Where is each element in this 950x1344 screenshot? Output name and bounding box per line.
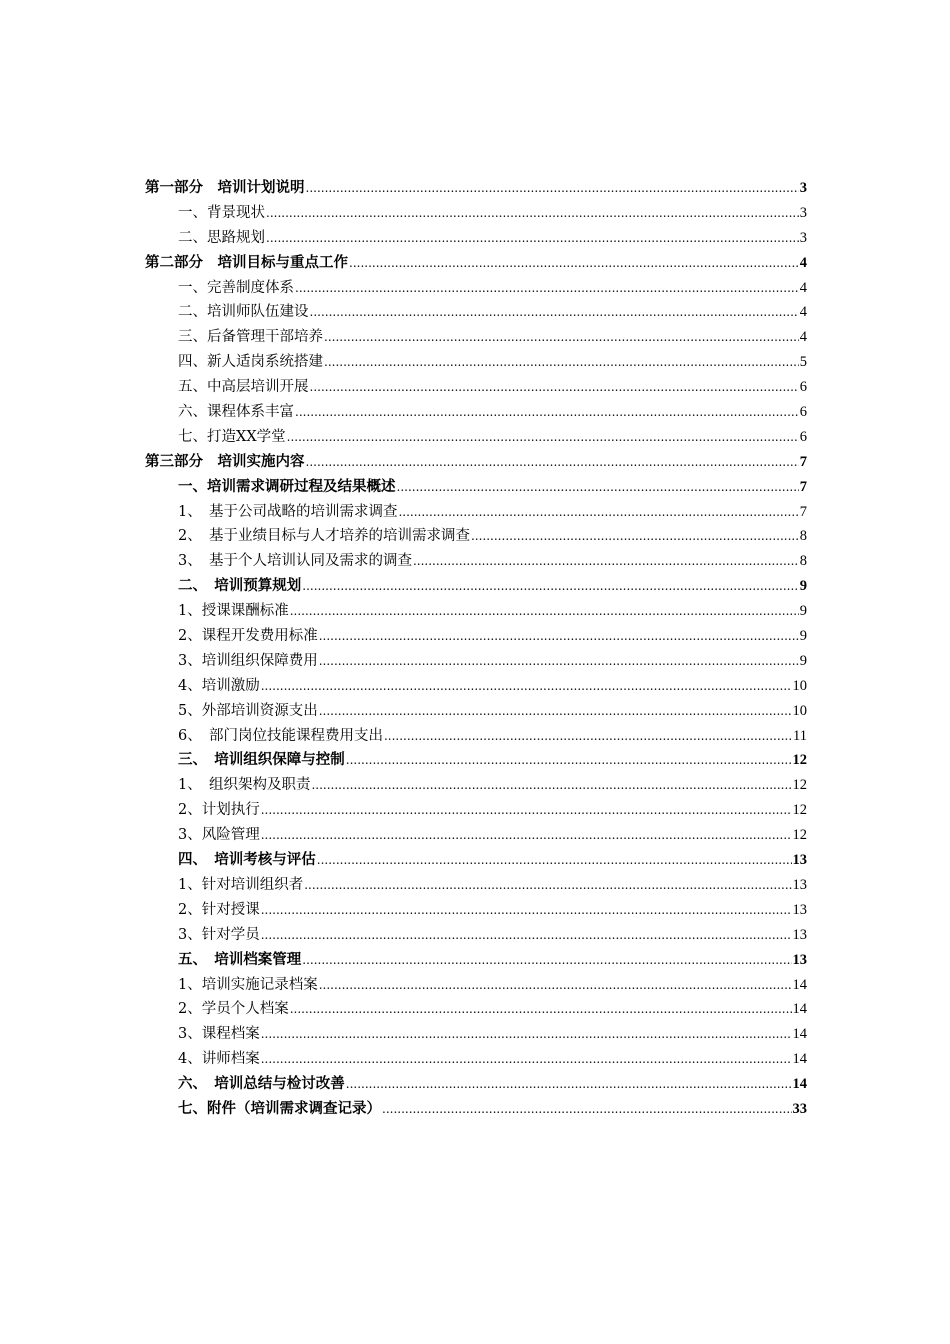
toc-entry[interactable] (145, 649, 807, 674)
toc-entry[interactable] (145, 325, 807, 350)
toc-entry-page-number: 8 (799, 553, 807, 570)
toc-entry-page-number: 12 (792, 802, 807, 819)
toc-entry-page-number: 14 (792, 1051, 807, 1068)
toc-entry-label: 四、新人适岗系统搭建 (178, 354, 323, 371)
toc-entry[interactable] (145, 251, 807, 276)
toc-entry[interactable] (145, 724, 807, 749)
toc-entry-page-number: 8 (799, 528, 807, 545)
toc-entry-page-number: 3 (799, 204, 807, 221)
toc-entry-label: 一、培训需求调研过程及结果概述 (178, 477, 396, 495)
toc-entry[interactable] (145, 1022, 807, 1047)
toc-entry[interactable] (145, 624, 807, 649)
toc-leader-dots (295, 276, 799, 301)
toc-entry-page-number: 14 (792, 1001, 807, 1018)
toc-entry[interactable] (145, 699, 807, 724)
toc-leader-dots (266, 226, 799, 251)
toc-entry[interactable] (145, 400, 807, 425)
toc-entry-page-number: 9 (799, 628, 807, 645)
toc-leader-dots (319, 624, 799, 649)
toc-entry-page-number: 7 (799, 478, 807, 495)
toc-leader-dots (287, 425, 799, 450)
toc-entry[interactable] (145, 923, 807, 948)
toc-entry-page-number: 6 (799, 428, 807, 445)
toc-leader-dots (324, 325, 799, 350)
toc-entry-page-number: 14 (792, 1026, 807, 1043)
toc-leader-dots (295, 400, 799, 425)
toc-entry-label: 二、 培训预算规划 (178, 577, 302, 595)
toc-leader-dots (349, 251, 799, 276)
toc-entry-page-number: 13 (792, 951, 807, 968)
toc-entry-label: 1、培训实施记录档案 (178, 976, 318, 993)
toc-entry-label: 七、打造XX学堂 (178, 428, 286, 445)
toc-leader-dots (346, 1072, 792, 1097)
toc-entry[interactable] (145, 375, 807, 400)
toc-leader-dots (382, 1097, 792, 1122)
toc-entry-label: 一、背景现状 (178, 204, 265, 221)
toc-entry-label: 5、外部培训资源支出 (178, 702, 318, 719)
toc-entry-label: 1、针对培训组织者 (178, 876, 304, 893)
toc-leader-dots (261, 823, 792, 848)
toc-entry-label: 七、附件（培训需求调查记录） (178, 1099, 381, 1117)
toc-entry-page-number: 7 (799, 503, 807, 520)
toc-entry-page-number: 10 (792, 702, 807, 719)
toc-entry-page-number: 13 (792, 852, 807, 869)
toc-entry-label: 2、计划执行 (178, 802, 260, 819)
toc-entry-page-number: 12 (792, 752, 807, 769)
toc-entry-page-number: 7 (799, 453, 807, 470)
toc-entry[interactable] (145, 773, 807, 798)
toc-entry-label: 六、 培训总结与检讨改善 (178, 1075, 345, 1093)
toc-entry-label: 第一部分 培训计划说明 (145, 179, 305, 196)
toc-entry[interactable] (145, 823, 807, 848)
toc-entry-page-number: 9 (799, 578, 807, 595)
toc-leader-dots (346, 748, 792, 773)
toc-entry-label: 3、课程档案 (178, 1026, 260, 1043)
toc-leader-dots (302, 574, 799, 599)
toc-entry[interactable] (145, 873, 807, 898)
toc-entry-label: 2、学员个人档案 (178, 1001, 289, 1018)
toc-entry-page-number: 5 (799, 354, 807, 371)
toc-leader-dots (310, 375, 799, 400)
toc-entry-page-number: 33 (792, 1100, 807, 1117)
toc-entry-label: 二、培训师队伍建设 (178, 304, 309, 321)
toc-leader-dots (261, 898, 792, 923)
toc-entry-label: 3、 基于个人培训认同及需求的调查 (178, 553, 412, 570)
toc-leader-dots (306, 176, 799, 201)
toc-entry-label: 4、讲师档案 (178, 1051, 260, 1068)
toc-entry-label: 四、 培训考核与评估 (178, 851, 316, 869)
toc-entry[interactable] (145, 226, 807, 251)
toc-entry[interactable] (145, 524, 807, 549)
toc-entry[interactable] (145, 176, 807, 201)
toc-leader-dots (324, 350, 799, 375)
toc-entry-page-number: 6 (799, 379, 807, 396)
toc-entry-label: 6、 部门岗位技能课程费用支出 (178, 727, 383, 744)
toc-entry-page-number: 3 (799, 180, 807, 196)
toc-entry-label: 二、思路规划 (178, 229, 265, 246)
toc-entry[interactable] (145, 350, 807, 375)
toc-entry[interactable] (145, 201, 807, 226)
toc-entry-label: 3、针对学员 (178, 926, 260, 943)
toc-entry-label: 五、中高层培训开展 (178, 379, 309, 396)
toc-entry[interactable] (145, 748, 807, 773)
toc-entry-page-number: 14 (792, 976, 807, 993)
toc-leader-dots (290, 997, 792, 1022)
toc-leader-dots (319, 973, 792, 998)
toc-entry[interactable] (145, 973, 807, 998)
toc-entry-page-number: 10 (792, 677, 807, 694)
toc-leader-dots (266, 201, 799, 226)
toc-entry-page-number: 13 (792, 926, 807, 943)
toc-entry[interactable] (145, 599, 807, 624)
toc-entry-label: 一、完善制度体系 (178, 279, 294, 296)
toc-leader-dots (261, 923, 792, 948)
toc-entry-label: 三、后备管理干部培养 (178, 329, 323, 346)
toc-leader-dots (413, 549, 799, 574)
toc-entry[interactable] (145, 450, 807, 475)
toc-entry-label: 2、课程开发费用标准 (178, 628, 318, 645)
toc-entry-label: 五、 培训档案管理 (178, 950, 302, 968)
toc-entry-label: 3、风险管理 (178, 827, 260, 844)
toc-entry[interactable] (145, 574, 807, 599)
toc-leader-dots (261, 1022, 792, 1047)
toc-leader-dots (471, 524, 799, 549)
toc-entry-label: 第二部分 培训目标与重点工作 (145, 253, 348, 271)
toc-entry[interactable] (145, 898, 807, 923)
toc-leader-dots (319, 649, 799, 674)
toc-leader-dots (317, 848, 792, 873)
toc-entry-label: 2、针对授课 (178, 901, 260, 918)
toc-entry[interactable] (145, 549, 807, 574)
toc-entry[interactable] (145, 1072, 807, 1097)
toc-entry-label: 4、培训激励 (178, 677, 260, 694)
toc-leader-dots (384, 724, 792, 749)
toc-entry-page-number: 13 (792, 901, 807, 918)
toc-leader-dots (290, 599, 799, 624)
toc-entry-label: 3、培训组织保障费用 (178, 652, 318, 669)
toc-entry-label: 1、 基于公司战略的培训需求调查 (178, 503, 398, 520)
toc-leader-dots (261, 798, 792, 823)
toc-leader-dots (319, 699, 792, 724)
toc-entry[interactable] (145, 848, 807, 873)
toc-entry-page-number: 11 (793, 727, 807, 744)
toc-entry-page-number: 4 (799, 254, 807, 271)
toc-entry[interactable] (145, 475, 807, 500)
toc-entry[interactable] (145, 300, 807, 325)
toc-leader-dots (310, 300, 799, 325)
toc-entry-page-number: 4 (799, 304, 807, 321)
toc-leader-dots (397, 475, 799, 500)
toc-entry-page-number: 9 (799, 652, 807, 669)
toc-entry[interactable] (145, 425, 807, 450)
toc-leader-dots (261, 674, 792, 699)
table-of-contents (145, 176, 807, 1122)
toc-leader-dots (304, 873, 791, 898)
toc-entry[interactable] (145, 1097, 807, 1122)
toc-entry-page-number: 13 (792, 876, 807, 893)
toc-entry-label: 2、 基于业绩目标与人才培养的培训需求调查 (178, 528, 470, 545)
toc-entry-label: 三、 培训组织保障与控制 (178, 751, 345, 769)
toc-leader-dots (398, 500, 798, 525)
toc-entry[interactable] (145, 798, 807, 823)
toc-entry-page-number: 4 (799, 279, 807, 296)
toc-leader-dots (311, 773, 791, 798)
toc-entry[interactable] (145, 500, 807, 525)
toc-entry[interactable] (145, 997, 807, 1022)
toc-entry[interactable] (145, 276, 807, 301)
toc-entry-label: 1、 组织架构及职责 (178, 777, 311, 794)
toc-leader-dots (302, 948, 791, 973)
toc-entry-page-number: 6 (799, 404, 807, 421)
toc-entry-label: 第三部分 培训实施内容 (145, 452, 305, 470)
toc-entry[interactable] (145, 1047, 807, 1072)
toc-leader-dots (306, 450, 799, 475)
toc-entry[interactable] (145, 948, 807, 973)
toc-entry-label: 1、授课课酬标准 (178, 603, 289, 620)
toc-entry-page-number: 12 (792, 777, 807, 794)
toc-entry[interactable] (145, 674, 807, 699)
toc-entry-label: 六、课程体系丰富 (178, 404, 294, 421)
toc-entry-page-number: 12 (792, 827, 807, 844)
toc-leader-dots (261, 1047, 792, 1072)
toc-entry-page-number: 4 (799, 329, 807, 346)
toc-entry-page-number: 9 (799, 603, 807, 620)
toc-entry-page-number: 3 (799, 229, 807, 246)
toc-entry-page-number: 14 (792, 1076, 807, 1093)
